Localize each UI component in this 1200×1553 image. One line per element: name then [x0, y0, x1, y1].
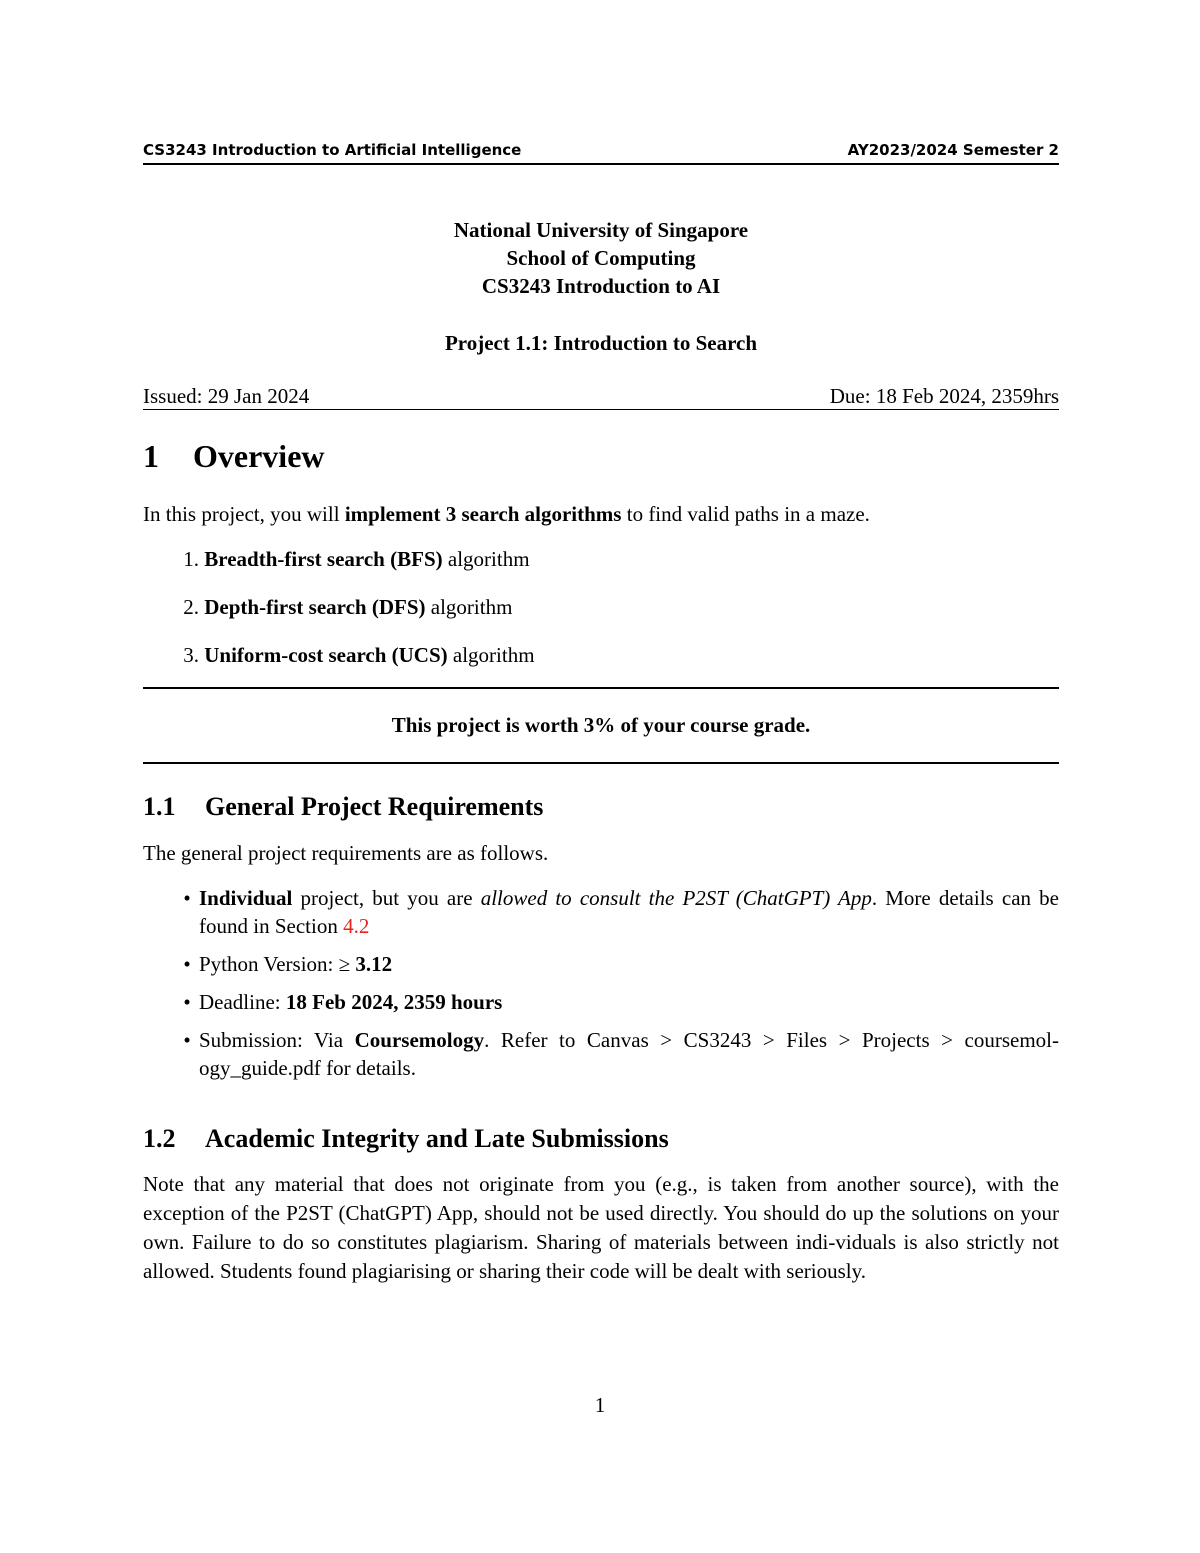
school-name: School of Computing [506, 246, 696, 270]
section-heading-requirements: 1.1 General Project Requirements [143, 792, 544, 821]
section-heading-integrity: 1.2 Academic Integrity and Late Submissions [143, 1124, 669, 1153]
integrity-paragraph: Note that any material that does not originate from you (e.g., is taken from another source), with the exception of the P2ST (ChatGPT) App, should not be used directly. You should do up the solutions on your own. Failure to do so constitutes plagiarism. Sharing of materials between indi-viduals is also strictly not allowed. Students found plagiarising or sharing their code will be dealt with seriously. [143, 1172, 1059, 1283]
course-name: CS3243 Introduction to AI [481, 274, 721, 298]
project-title: Project 1.1: Introduction to Search [444, 331, 758, 355]
list-item: • Deadline: 18 Feb 2024, 2359 hours [143, 988, 1059, 1016]
section-title: Overview [193, 438, 325, 474]
date-line [143, 384, 1059, 410]
grade-worth-callout [143, 687, 1059, 764]
issued-date: Issued: 29 Jan 2024 [143, 384, 310, 408]
due-date: Due: 18 Feb 2024, 2359hrs [829, 384, 1059, 408]
list-item: • Python Version: ≥ 3.12 [143, 950, 1059, 978]
header-course-title: CS3243 Introduction to Artificial Intelligence [143, 141, 522, 159]
list-item: 1. Breadth-first search (BFS) algorithm [183, 547, 530, 571]
header-semester: AY2023/2024 Semester 2 [847, 141, 1059, 159]
running-header [143, 141, 1059, 165]
requirements-list [143, 884, 1059, 1092]
requirements-intro: The general project requirements are as follows. [143, 841, 549, 865]
bullet: • [183, 886, 191, 910]
bullet: • [183, 990, 191, 1014]
overview-intro: In this project, you will implement 3 search algorithms to find valid paths in a maze. [143, 502, 870, 526]
list-item: 3. Uniform-cost search (UCS) algorithm [183, 643, 535, 667]
list-item: 2. Depth-first search (DFS) algorithm [183, 595, 513, 619]
section-heading-overview [143, 436, 325, 476]
list-item: • Submission: Via Coursemology. Refer to Canvas > CS3243 > Files > Projects > coursemol-ogy_guide.pdf for details. [143, 1026, 1059, 1082]
list-item: • Individual project, but you are allowed to consult the P2ST (ChatGPT) App. More details can be found in Section 4.2 [143, 884, 1059, 940]
section-reference-link[interactable]: 4.2 [343, 914, 370, 938]
grade-worth-text: This project is worth 3% of your course grade. [391, 713, 811, 737]
algorithm-list [143, 545, 1059, 689]
title-block [143, 216, 1059, 357]
bullet: • [183, 952, 191, 976]
bullet: • [183, 1028, 191, 1052]
section-number: 1 [143, 438, 159, 474]
page-number: 1 [594, 1393, 606, 1417]
university-name: National University of Singapore [453, 218, 749, 242]
